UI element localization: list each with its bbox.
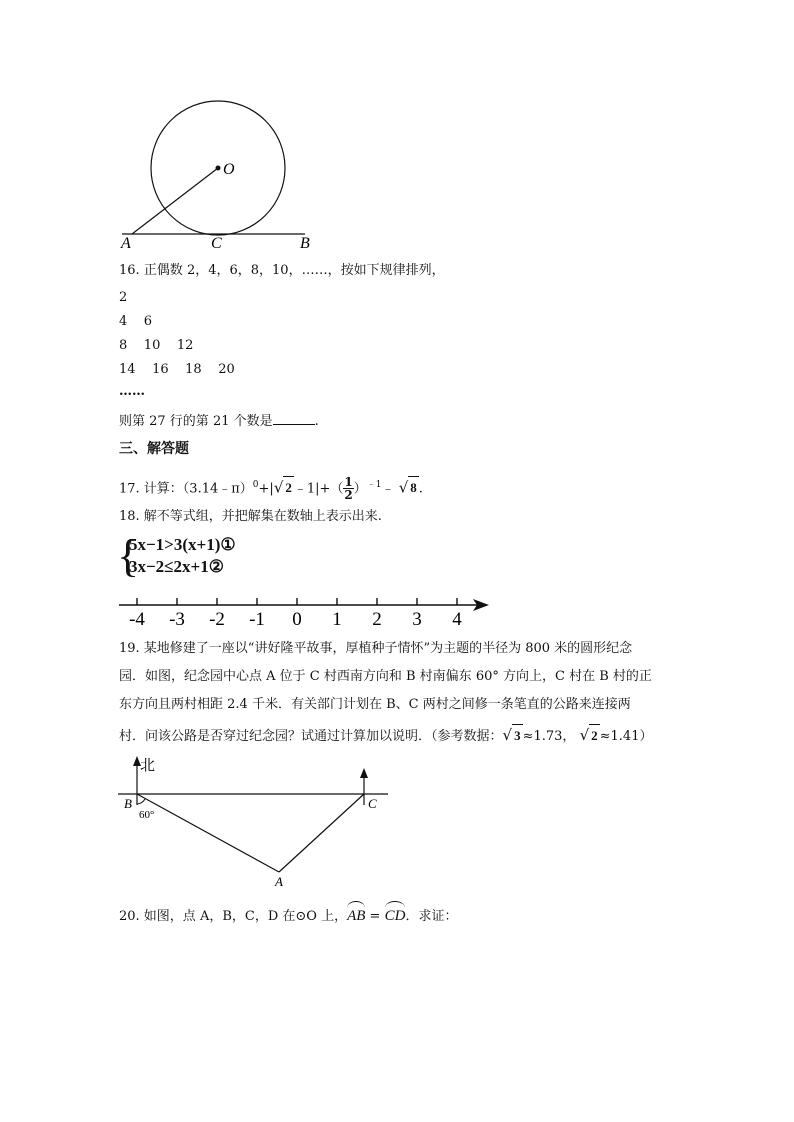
center-point-o	[216, 166, 221, 171]
angle-label: 60°	[139, 809, 155, 821]
segment-ba	[137, 794, 279, 872]
q19-approx-1: ≈1.73，	[522, 729, 576, 744]
q16-question-end: .	[314, 414, 319, 429]
q19-line-2: 园．如图，纪念园中心点 A 位于 C 村西南方向和 B 村南偏东 60° 方向上，C 村在 B 村的正	[119, 669, 652, 684]
q16-question	[119, 412, 319, 431]
number-line	[115, 594, 500, 630]
label-o: O	[223, 161, 235, 178]
section-title: 三、解答题	[119, 441, 189, 457]
arc-ab: AB	[347, 902, 365, 927]
segment-ao	[132, 168, 218, 234]
arc-cd: CD	[385, 902, 406, 927]
tick-label: 0	[292, 609, 302, 630]
q17-rad8: 8	[408, 476, 419, 499]
q17-minus: ﹣	[381, 481, 395, 497]
circle-tangent-figure	[110, 95, 330, 255]
segment-ca	[279, 794, 364, 872]
q16-row-4: 14 16 18 20	[119, 362, 235, 377]
q17-fraction: $\frac{1}{2}$	[344, 475, 353, 503]
q16-question-text: 则第 27 行的第 21 个数是	[119, 414, 273, 429]
system-brace: {	[117, 530, 140, 581]
q19-line-4: 村．问该公路是否穿过纪念园？试通过计算加以说明．（参考数据：√ 3 ≈1.73， √ 2 ≈1.41）	[119, 724, 652, 748]
q16-row-5: ……	[119, 384, 145, 399]
q19-line-1: 19. 某地修建了一座以“讲好隆平故事，厚植种子情怀”为主题的半径为 800 米的圆形纪念	[119, 641, 633, 656]
village-map-figure	[118, 752, 398, 892]
number-line-ticks	[129, 598, 462, 630]
q17-end: .	[418, 481, 423, 497]
q19-approx-2: ≈1.41）	[599, 729, 653, 744]
q17-exp0: 0	[252, 480, 259, 490]
q17-plus-abs: +|	[258, 481, 274, 497]
q17-expneg1: ﹣1	[366, 480, 382, 490]
inequality-2: 3x−2≤2x+1②	[129, 557, 224, 576]
label-c: C	[368, 796, 377, 811]
q20-text	[119, 902, 457, 928]
tick-label: 1	[332, 609, 342, 630]
q20-pre: 20. 如图，点 A，B，C，D 在⊙O 上，	[119, 909, 348, 924]
answer-blank[interactable]	[273, 412, 315, 425]
q20-post: ．求证：	[405, 909, 458, 924]
label-c: C	[211, 235, 222, 252]
tick-label: -2	[209, 609, 225, 630]
label-b: B	[124, 796, 132, 811]
q16-row-1: 2	[119, 290, 128, 305]
q20-eq: =	[369, 909, 381, 924]
label-b: B	[300, 235, 310, 252]
tick-label: 3	[412, 609, 422, 630]
tick-label: 2	[372, 609, 382, 630]
inequality-system	[117, 530, 236, 581]
inequality-1: 5x−1>3(x+1)①	[129, 535, 236, 554]
q16-text: 16. 正偶数 2，4，6，8，10，……，按如下规律排列，	[119, 263, 445, 278]
q19-line-3: 东方向且两村相距 2.4 千米．有关部门计划在 B、C 两村之间修一条笔直的公路来连接两	[119, 697, 631, 712]
north-label: 北	[140, 758, 156, 774]
q17-minus1: ﹣1|+（	[293, 481, 344, 497]
q17-expression: 17. 计算：（3.14﹣π）$^0$+|√ 2 ﹣1|+（ $\frac{1}{2}$ ）$^{﹣1}$﹣ √ 8 .	[119, 475, 423, 503]
q19-rad2: 2	[589, 724, 600, 747]
q17-close: ）	[353, 481, 367, 497]
q19-line-4-text: 村．问该公路是否穿过纪念园？试通过计算加以说明．（参考数据：	[119, 729, 503, 744]
label-a: A	[121, 235, 131, 252]
tick-label: -3	[169, 609, 185, 630]
q19-rad3: 3	[512, 724, 523, 747]
q16-row-2: 4 6	[119, 314, 153, 329]
north-arrow-c-head-icon	[360, 768, 368, 778]
angle-arc	[137, 799, 145, 804]
q18-text: 18. 解不等式组，并把解集在数轴上表示出来.	[119, 509, 382, 524]
label-a: A	[275, 874, 283, 889]
tick-label: -4	[129, 609, 145, 630]
tick-label: -1	[249, 609, 265, 630]
tick-label: 4	[452, 609, 462, 630]
q16-row-3: 8 10 12	[119, 338, 194, 353]
q17-rad2: 2	[283, 476, 294, 499]
q17-pre: 17. 计算：（3.14﹣π）	[119, 481, 253, 497]
